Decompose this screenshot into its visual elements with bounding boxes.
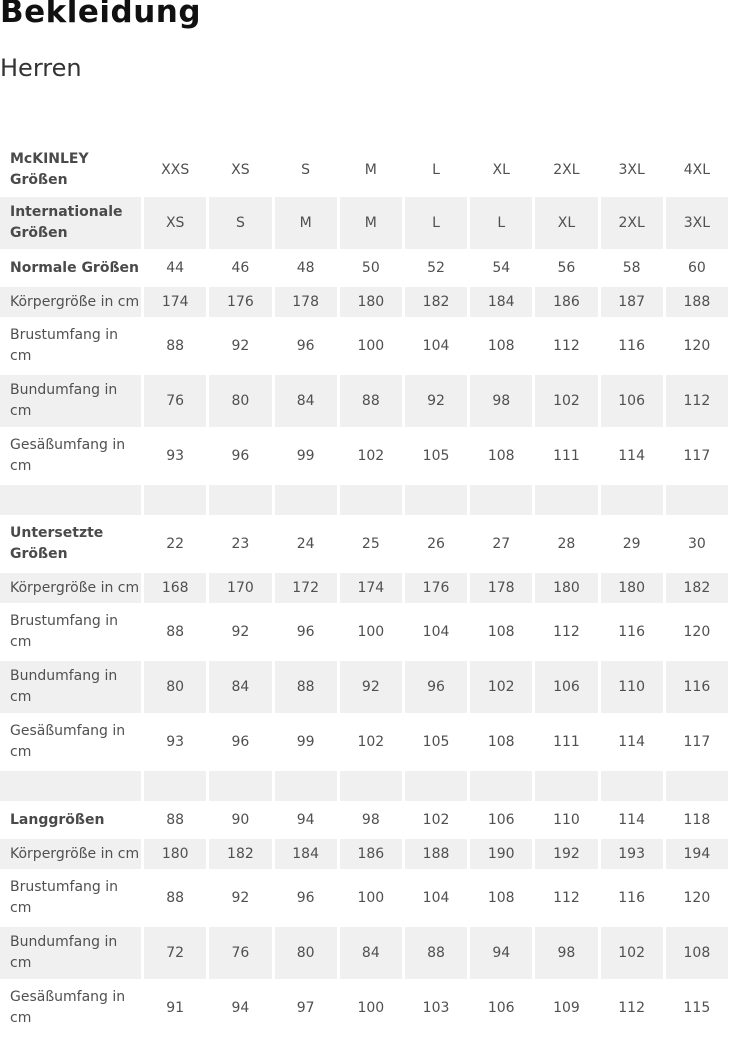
table-row xyxy=(0,716,728,768)
table-cell: 92 xyxy=(231,624,250,640)
table-cell xyxy=(340,771,402,801)
table-cell: 170 xyxy=(209,573,271,603)
table-cell: 106 xyxy=(535,661,597,713)
table-cell: 25 xyxy=(361,536,380,552)
table-cell: 88 xyxy=(166,890,185,906)
table-row xyxy=(0,197,728,249)
table-cell xyxy=(470,771,532,801)
table-cell: 4XL xyxy=(683,162,711,178)
table-cell: 114 xyxy=(618,812,645,828)
table-cell: 110 xyxy=(553,812,580,828)
table-cell: 182 xyxy=(405,287,467,317)
table-cell: 48 xyxy=(296,260,315,276)
table-cell xyxy=(535,771,597,801)
row-label: Brustumfang in cm xyxy=(10,613,119,650)
table-cell: L xyxy=(405,197,467,249)
table-cell: 84 xyxy=(209,661,271,713)
table-cell: S xyxy=(301,162,311,178)
table-cell: 98 xyxy=(470,375,532,427)
table-cell: 96 xyxy=(296,890,315,906)
table-cell: 112 xyxy=(666,375,728,427)
table-cell: 180 xyxy=(601,573,663,603)
table-cell: 98 xyxy=(361,812,380,828)
table-cell: 3XL xyxy=(618,162,645,178)
table-row xyxy=(0,430,728,482)
table-cell: 116 xyxy=(618,338,645,354)
table-cell: 111 xyxy=(553,448,580,464)
table-cell: 27 xyxy=(492,536,511,552)
table-cell: 178 xyxy=(470,573,532,603)
row-label: Körpergröße in cm xyxy=(0,839,141,869)
table-cell: 174 xyxy=(340,573,402,603)
table-cell: 80 xyxy=(209,375,271,427)
table-cell: 88 xyxy=(340,375,402,427)
table-cell: 76 xyxy=(144,375,206,427)
table-cell: 117 xyxy=(683,448,711,464)
table-cell: 180 xyxy=(340,287,402,317)
table-cell: 100 xyxy=(357,338,385,354)
table-cell: 106 xyxy=(487,1000,515,1016)
table-cell: 115 xyxy=(683,1000,711,1016)
table-cell: 72 xyxy=(144,927,206,979)
table-cell: 92 xyxy=(340,661,402,713)
table-cell: 54 xyxy=(492,260,511,276)
table-cell: 193 xyxy=(601,839,663,869)
table-cell: 44 xyxy=(166,260,185,276)
table-cell xyxy=(405,771,467,801)
table-cell: 194 xyxy=(666,839,728,869)
table-cell: 99 xyxy=(296,448,315,464)
table-cell: 96 xyxy=(231,734,250,750)
row-label: Bundumfang in cm xyxy=(0,927,141,979)
table-cell: 24 xyxy=(296,536,315,552)
table-cell: 180 xyxy=(144,839,206,869)
table-cell: 187 xyxy=(601,287,663,317)
table-cell: 60 xyxy=(687,260,706,276)
table-cell: 80 xyxy=(275,927,337,979)
table-cell: 186 xyxy=(535,287,597,317)
row-label: Gesäßumfang in cm xyxy=(10,437,126,474)
table-cell: 116 xyxy=(618,890,645,906)
row-label: Gesäßumfang in cm xyxy=(10,989,126,1026)
table-cell: 116 xyxy=(618,624,645,640)
table-cell xyxy=(666,771,728,801)
table-cell: 188 xyxy=(666,287,728,317)
table-cell: 110 xyxy=(601,661,663,713)
table-cell: 102 xyxy=(422,812,450,828)
table-cell: 104 xyxy=(422,890,450,906)
table-cell: 112 xyxy=(553,624,580,640)
table-cell: 50 xyxy=(361,260,380,276)
table-cell: 99 xyxy=(296,734,315,750)
table-cell: 84 xyxy=(275,375,337,427)
table-cell xyxy=(275,485,337,515)
table-cell: 172 xyxy=(275,573,337,603)
table-cell: 93 xyxy=(166,448,185,464)
table-cell xyxy=(470,485,532,515)
table-cell: 106 xyxy=(487,812,515,828)
table-cell: XL xyxy=(492,162,510,178)
table-cell: 88 xyxy=(166,812,185,828)
table-cell: M xyxy=(275,197,337,249)
table-row xyxy=(0,573,728,603)
row-label: Brustumfang in cm xyxy=(10,327,119,364)
table-cell: 98 xyxy=(535,927,597,979)
row-label: Gesäßumfang in cm xyxy=(10,723,126,760)
table-cell xyxy=(209,771,271,801)
table-cell: 100 xyxy=(357,1000,385,1016)
table-cell: 182 xyxy=(209,839,271,869)
table-cell: 112 xyxy=(553,890,580,906)
table-cell: 102 xyxy=(535,375,597,427)
table-cell xyxy=(666,485,728,515)
table-cell: 28 xyxy=(557,536,576,552)
row-label xyxy=(0,485,141,515)
table-cell: 93 xyxy=(166,734,185,750)
table-cell: 96 xyxy=(296,624,315,640)
table-cell: 108 xyxy=(487,624,515,640)
table-row xyxy=(0,606,728,658)
table-row xyxy=(0,287,728,317)
table-cell: 2XL xyxy=(553,162,580,178)
table-cell: S xyxy=(209,197,271,249)
size-chart-body xyxy=(0,146,728,1034)
table-cell: 102 xyxy=(357,734,385,750)
row-label: Bundumfang in cm xyxy=(0,375,141,427)
table-cell: 108 xyxy=(666,927,728,979)
table-row xyxy=(0,252,728,284)
table-cell: 176 xyxy=(405,573,467,603)
table-cell: 92 xyxy=(231,890,250,906)
table-row xyxy=(0,320,728,372)
table-cell: 94 xyxy=(231,1000,250,1016)
table-cell: 182 xyxy=(666,573,728,603)
spacer-row xyxy=(0,771,728,801)
row-label xyxy=(0,771,141,801)
table-cell xyxy=(535,485,597,515)
table-cell: 178 xyxy=(275,287,337,317)
table-cell: 174 xyxy=(144,287,206,317)
table-cell: 80 xyxy=(144,661,206,713)
table-cell: 96 xyxy=(405,661,467,713)
table-row xyxy=(0,146,728,194)
spacer-row xyxy=(0,485,728,515)
table-cell: 2XL xyxy=(601,197,663,249)
table-cell: 112 xyxy=(553,338,580,354)
table-cell: 88 xyxy=(405,927,467,979)
table-cell: 103 xyxy=(422,1000,450,1016)
table-cell: 30 xyxy=(687,536,706,552)
row-label: Langgrößen xyxy=(10,811,105,828)
table-row xyxy=(0,375,728,427)
table-cell: 88 xyxy=(166,338,185,354)
table-row xyxy=(0,804,728,836)
row-label: Bundumfang in cm xyxy=(0,661,141,713)
table-cell: 120 xyxy=(683,338,711,354)
table-cell: 94 xyxy=(296,812,315,828)
table-cell: 184 xyxy=(275,839,337,869)
table-cell: XS xyxy=(231,162,250,178)
table-cell: 22 xyxy=(166,536,185,552)
table-cell: 190 xyxy=(470,839,532,869)
table-cell: M xyxy=(340,197,402,249)
table-cell: 105 xyxy=(422,448,450,464)
table-cell: 102 xyxy=(470,661,532,713)
row-label: Körpergröße in cm xyxy=(0,287,141,317)
table-row xyxy=(0,518,728,570)
table-cell: 106 xyxy=(601,375,663,427)
table-cell: 76 xyxy=(209,927,271,979)
table-cell: 114 xyxy=(618,734,645,750)
table-cell: XXS xyxy=(161,162,190,178)
table-cell: L xyxy=(470,197,532,249)
table-cell: 96 xyxy=(231,448,250,464)
table-cell: 118 xyxy=(683,812,711,828)
table-cell: 94 xyxy=(470,927,532,979)
table-row xyxy=(0,872,728,924)
table-cell: L xyxy=(432,162,440,178)
table-cell: 184 xyxy=(470,287,532,317)
table-cell xyxy=(144,771,206,801)
table-cell: 91 xyxy=(166,1000,185,1016)
table-row xyxy=(0,661,728,713)
table-cell: 108 xyxy=(487,734,515,750)
row-label: Untersetzte Größen xyxy=(10,525,104,562)
table-cell: 180 xyxy=(535,573,597,603)
table-cell: 29 xyxy=(622,536,641,552)
table-cell: 104 xyxy=(422,624,450,640)
table-cell xyxy=(405,485,467,515)
table-cell: 102 xyxy=(601,927,663,979)
table-cell: 102 xyxy=(357,448,385,464)
table-cell: 117 xyxy=(683,734,711,750)
table-cell: 186 xyxy=(340,839,402,869)
table-cell: 108 xyxy=(487,338,515,354)
row-label: Körpergröße in cm xyxy=(0,573,141,603)
row-label: Normale Größen xyxy=(10,259,139,276)
table-cell: 52 xyxy=(427,260,445,276)
table-cell xyxy=(144,485,206,515)
table-cell: 105 xyxy=(422,734,450,750)
page-subtitle: Herren xyxy=(0,54,82,82)
table-cell: 84 xyxy=(340,927,402,979)
table-cell: 100 xyxy=(357,890,385,906)
row-label: Internationale Größen xyxy=(0,197,141,249)
table-cell xyxy=(601,771,663,801)
table-cell: 92 xyxy=(405,375,467,427)
table-cell: 116 xyxy=(666,661,728,713)
table-cell: XS xyxy=(144,197,206,249)
table-row xyxy=(0,982,728,1034)
table-cell: 176 xyxy=(209,287,271,317)
table-cell xyxy=(340,485,402,515)
table-cell: 114 xyxy=(618,448,645,464)
table-cell: 112 xyxy=(618,1000,645,1016)
table-cell: 109 xyxy=(553,1000,580,1016)
page-title: Bekleidung xyxy=(0,0,202,30)
table-cell: 97 xyxy=(296,1000,315,1016)
table-row xyxy=(0,927,728,979)
table-cell xyxy=(209,485,271,515)
table-cell: 120 xyxy=(683,890,711,906)
table-cell: 46 xyxy=(231,260,250,276)
table-cell: 188 xyxy=(405,839,467,869)
table-cell: 88 xyxy=(275,661,337,713)
table-cell: 111 xyxy=(553,734,580,750)
table-cell: 92 xyxy=(231,338,250,354)
table-cell: 104 xyxy=(422,338,450,354)
table-row xyxy=(0,839,728,869)
table-cell xyxy=(601,485,663,515)
table-cell: 192 xyxy=(535,839,597,869)
table-cell: 168 xyxy=(144,573,206,603)
table-cell: 58 xyxy=(622,260,641,276)
table-cell: 88 xyxy=(166,624,185,640)
size-chart-table xyxy=(0,143,731,1037)
table-cell: 90 xyxy=(231,812,250,828)
row-label: Brustumfang in cm xyxy=(10,879,119,916)
table-cell: 26 xyxy=(427,536,445,552)
table-cell: 100 xyxy=(357,624,385,640)
table-cell xyxy=(275,771,337,801)
table-cell: 56 xyxy=(557,260,576,276)
row-label: McKINLEY Größen xyxy=(10,151,89,188)
table-cell: 3XL xyxy=(666,197,728,249)
table-cell: 108 xyxy=(487,890,515,906)
table-cell: 23 xyxy=(231,536,250,552)
table-cell: 120 xyxy=(683,624,711,640)
table-cell: XL xyxy=(535,197,597,249)
table-cell: 108 xyxy=(487,448,515,464)
table-cell: 96 xyxy=(296,338,315,354)
table-cell: M xyxy=(364,162,377,178)
